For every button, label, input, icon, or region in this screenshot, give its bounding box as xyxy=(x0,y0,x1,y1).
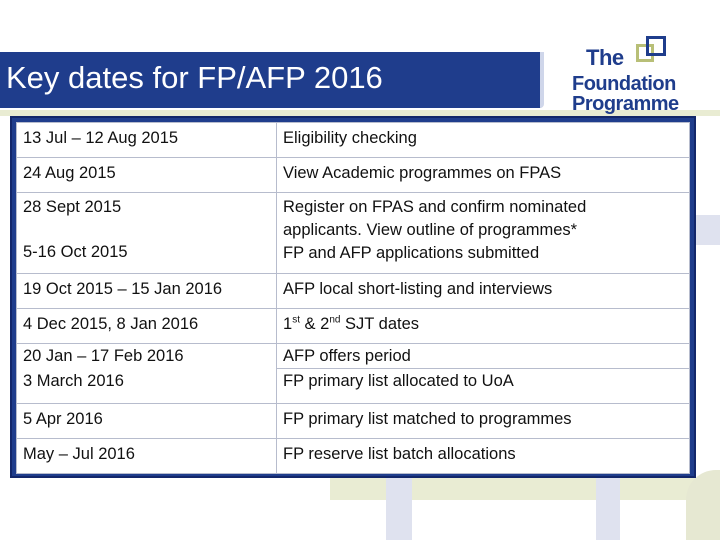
logo-text: The xyxy=(586,45,624,70)
date-text: 28 Sept 2015 xyxy=(23,198,122,216)
date-cell: 24 Aug 2015 xyxy=(17,158,277,193)
foundation-programme-logo xyxy=(570,30,700,115)
logo-text: Programme xyxy=(572,93,679,115)
table-row xyxy=(17,274,690,309)
table-row xyxy=(17,193,690,274)
event-cell: FP reserve list batch allocations xyxy=(277,439,690,474)
event-text: SJT dates xyxy=(340,315,420,333)
table-row xyxy=(17,404,690,439)
date-cell: 3 March 2016 xyxy=(17,369,277,404)
event-cell xyxy=(277,193,690,274)
table-row xyxy=(17,123,690,158)
event-text: Register on FPAS and confirm nominated xyxy=(283,198,587,216)
date-cell xyxy=(17,193,277,274)
table-row xyxy=(17,344,690,369)
event-cell: Eligibility checking xyxy=(277,123,690,158)
ordinal-suffix: st xyxy=(292,314,300,326)
key-dates-table xyxy=(16,122,690,474)
event-cell: AFP local short-listing and interviews xyxy=(277,274,690,309)
page-title: Key dates for FP/AFP 2016 xyxy=(6,60,383,95)
table-row xyxy=(17,309,690,344)
date-cell: 5 Apr 2016 xyxy=(17,404,277,439)
event-text: 1 xyxy=(283,315,293,333)
ordinal-suffix: nd xyxy=(329,314,341,326)
date-cell: 13 Jul – 12 Aug 2015 xyxy=(17,123,277,158)
event-cell: FP primary list allocated to UoA xyxy=(277,369,690,404)
date-cell: 4 Dec 2015, 8 Jan 2016 xyxy=(17,309,277,344)
event-cell: View Academic programmes on FPAS xyxy=(277,158,690,193)
date-cell: 19 Oct 2015 – 15 Jan 2016 xyxy=(17,274,277,309)
event-cell: AFP offers period xyxy=(277,344,690,369)
key-dates-table-frame xyxy=(10,116,696,478)
event-text: FP and AFP applications submitted xyxy=(283,244,540,262)
table-row xyxy=(17,369,690,404)
date-cell: May – Jul 2016 xyxy=(17,439,277,474)
date-cell: 20 Jan – 17 Feb 2016 xyxy=(17,344,277,369)
table-row xyxy=(17,158,690,193)
logo-square-icon xyxy=(646,36,666,56)
background-bar xyxy=(596,478,620,540)
logo-text: Foundation xyxy=(572,73,676,95)
table-row xyxy=(17,439,690,474)
background-bar xyxy=(386,478,412,540)
date-text: 5-16 Oct 2015 xyxy=(23,243,128,261)
event-cell xyxy=(277,309,690,344)
event-text: & 2 xyxy=(299,315,330,333)
event-text: applicants. View outline of programmes* xyxy=(283,221,578,239)
event-cell: FP primary list matched to programmes xyxy=(277,404,690,439)
